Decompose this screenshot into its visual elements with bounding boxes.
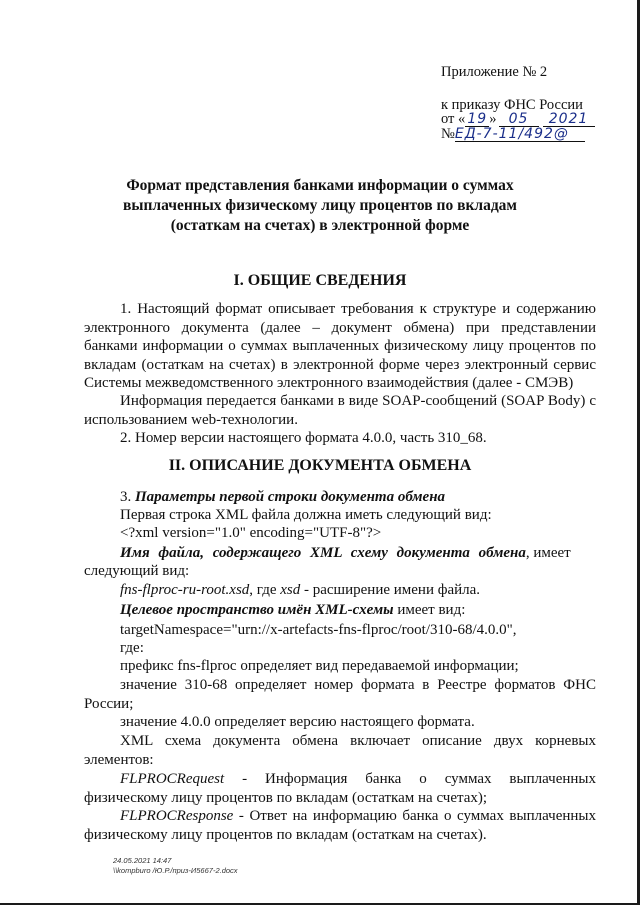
order-year-handwritten: 2021: [543, 112, 595, 127]
order-number-prefix: №: [441, 126, 455, 142]
item-3-title: Параметры первой строки документа обмена: [135, 489, 446, 505]
file-name: fns-flproc-ru-root.xsd: [120, 582, 250, 598]
where-label: где:: [120, 640, 144, 656]
namespace-value: targetNamespace="urn://x-artefacts-fns-flproc/root/310-68/4.0.0",: [120, 622, 517, 638]
order-month-handwritten: 05: [499, 112, 539, 127]
response-name: FLPROCResponse: [120, 808, 234, 824]
file-ext: xsd: [280, 582, 301, 598]
document-title: Формат представления банками информации о суммах выплаченных физическому лицу процентов по вкладам (остаткам на счетах) в электронной форме: [122, 177, 517, 234]
value-format-text: значение 310-68 определяет номер формата в Реестре форматов ФНС России;: [84, 677, 596, 712]
prefix-text: префикс fns-flproc определяет вид передаваемой информации;: [120, 658, 519, 674]
request-name: FLPROCRequest: [120, 771, 225, 787]
item-3-number: 3.: [120, 489, 135, 505]
item-3: [120, 489, 445, 506]
namespace-label: Целевое пространство имён XML-схемы: [120, 602, 394, 618]
response-description: [84, 807, 596, 844]
file-name-tail: - расширение имени файла.: [300, 582, 481, 598]
order-line: к приказу ФНС России: [441, 97, 583, 113]
file-name-label: Имя файла, содержащего XML схему документа обмена: [120, 545, 526, 561]
file-name-rest: , имеет: [525, 545, 571, 561]
section-1-heading: I. ОБЩИЕ СВЕДЕНИЯ: [233, 272, 407, 289]
order-number-handwritten: ЕД-7-11/492@: [455, 127, 585, 142]
paragraph-version: 2. Номер версии настоящего формата 4.0.0, часть 310_68.: [120, 430, 487, 446]
value-version-text: значение 4.0.0 определяет версию настоящего формата.: [120, 714, 475, 730]
namespace-line: [120, 602, 465, 619]
request-description: [84, 770, 596, 807]
order-date-prefix: от «: [441, 111, 466, 127]
order-number: [441, 126, 585, 143]
footer-path: \\kompburo /Ю.Р./приз-И5667-2.docx: [113, 866, 238, 875]
paragraph-soap: Информация передается банками в виде SOAP-сообщений (SOAP Body) с использованием web-технологии.: [84, 393, 596, 428]
order-date-mid: »: [489, 111, 497, 127]
file-name-mid: , где: [249, 582, 281, 598]
order-day-handwritten: 19: [465, 112, 489, 127]
file-name-rest-line2: следующий вид:: [84, 563, 190, 579]
schema-text: XML схема документа обмена включает описание двух корневых элементов:: [84, 733, 596, 768]
request-text: - Информация банка о суммах выплаченных физическому лицу процентов по вкладам (остаткам на счетах);: [84, 771, 596, 806]
section-2-heading: II. ОПИСАНИЕ ДОКУМЕНТА ОБМЕНА: [168, 457, 472, 474]
first-line-text: Первая строка XML файла должна иметь следующий вид:: [120, 507, 492, 523]
file-name-label-line: [120, 545, 571, 562]
appendix-label: Приложение № 2: [441, 64, 548, 80]
paragraph-1: 1. Настоящий формат описывает требования к структуре и содержанию электронного документа (далее – документ обмена) при представлении банками информации о суммах выплаченных физическому лицу процентов по вкладам (остаткам на счетах) в электронной форме через электронный сервис Системы межведомственного электронного взаимодействия (далее - СМЭВ): [84, 301, 596, 391]
footer-datetime: 24.05.2021 14:47: [113, 856, 172, 865]
file-name-line: [120, 582, 480, 599]
namespace-rest: имеет вид:: [393, 602, 466, 618]
xml-declaration: <?xml version="1.0" encoding="UTF-8"?>: [120, 525, 382, 541]
response-text: - Ответ на информацию банка о суммах выплаченных физическому лицу процентов по вкладам (остаткам на счетах).: [84, 808, 596, 843]
